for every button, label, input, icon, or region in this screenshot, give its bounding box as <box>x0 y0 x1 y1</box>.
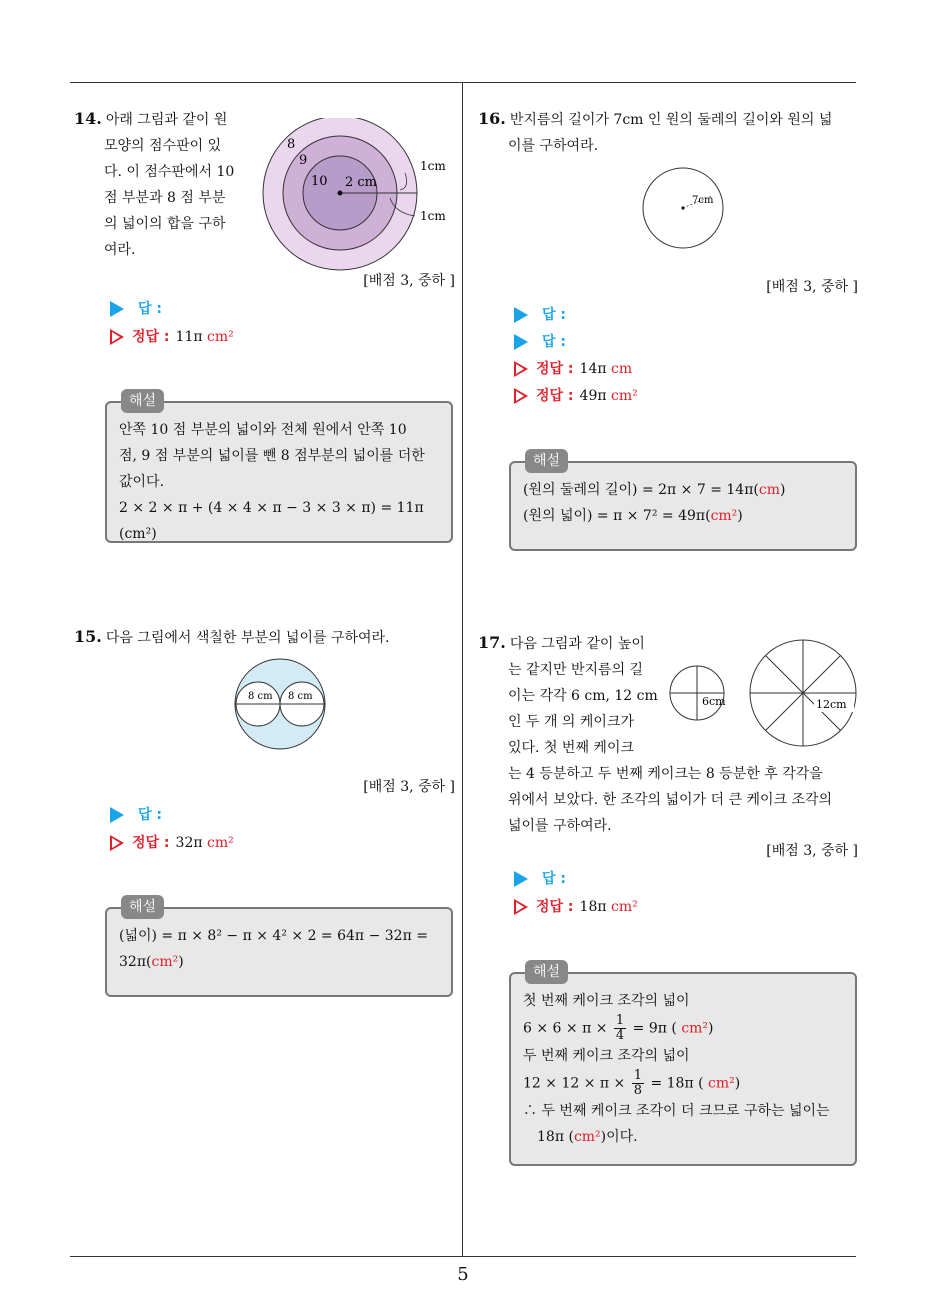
question-line: 의 넓이의 합을 구하 <box>104 216 226 232</box>
page-number: 5 <box>457 1264 469 1285</box>
large-radius-label: 12cm <box>816 698 847 711</box>
expr: = 18π ( <box>650 1075 704 1092</box>
correct-unit: cm² <box>611 388 638 404</box>
label-9: 9 <box>299 153 308 168</box>
gap-label-2: 1cm <box>420 209 446 223</box>
question-line: 모양의 점수판이 있 <box>104 138 222 154</box>
fraction <box>614 1014 626 1043</box>
solution-close: ) <box>737 508 743 524</box>
solution-line <box>523 1014 843 1043</box>
solution-box <box>105 393 453 543</box>
solution-line: (원의 둘레의 길이) = 2π × 7 = 14π( <box>523 482 759 498</box>
circle-figure <box>230 656 330 756</box>
question-number: 14. <box>74 109 102 128</box>
numerator: 1 <box>633 1068 643 1083</box>
play-icon <box>110 301 124 317</box>
answer-label: 답 : <box>542 307 566 323</box>
solution-line: 점, 9 점 부분의 넓이를 뺀 8 점부분의 넓이를 더한 <box>119 448 425 464</box>
right-radius-label: 8 cm <box>288 691 313 702</box>
correct-label: 정답 : <box>132 329 170 345</box>
solution-unit: cm² <box>710 508 738 524</box>
question-number: 17. <box>478 633 506 652</box>
bottom-rule <box>70 1256 856 1257</box>
answer-row <box>110 298 162 320</box>
column-divider <box>462 82 463 1256</box>
solution-line: ∴ 두 번째 케이크 조각이 더 크므로 구하는 넓이는 <box>523 1103 830 1119</box>
question-line: 는 같지만 반지름의 길 <box>508 662 644 678</box>
numerator: 1 <box>615 1013 625 1028</box>
question-number: 16. <box>478 109 506 128</box>
denominator: 8 <box>633 1083 643 1098</box>
solution-line: 안쪽 10 점 부분의 넓이와 전체 원에서 안쪽 10 <box>119 422 407 438</box>
cake-figure <box>664 636 864 752</box>
correct-unit: cm² <box>611 899 638 915</box>
solution-box <box>509 964 857 1166</box>
solution-line: (넓이) = π × 8² − π × 4² × 2 = 64π − 32π = <box>119 928 428 944</box>
play-outline-icon <box>514 361 528 377</box>
score-label: [배점 3, 중하 ] <box>766 279 858 295</box>
correct-value: 11π <box>175 329 203 345</box>
denominator: 4 <box>615 1028 625 1043</box>
correct-value: 14π <box>579 361 607 377</box>
question-line: 아래 그림과 같이 원 <box>105 112 228 128</box>
solution-line: 32π <box>119 954 147 970</box>
expr: = 9π ( <box>632 1020 677 1037</box>
question-text: 다음 그림에서 색칠한 부분의 넓이를 구하여라. <box>105 630 390 646</box>
answer-row <box>110 804 162 826</box>
play-outline-icon <box>110 835 124 851</box>
solution-line: (원의 넓이) = π × 7² = 49π( <box>523 508 711 524</box>
question-line: 넓이를 구하여라. <box>508 818 612 834</box>
score-label: [배점 3, 중하 ] <box>363 779 455 795</box>
expr: 12 × 12 × π × <box>523 1075 626 1092</box>
score-label: [배점 3, 중하 ] <box>363 273 455 289</box>
radius-label: 2 cm <box>345 175 378 190</box>
solution-tag: 해설 <box>121 895 164 919</box>
top-rule <box>70 82 856 83</box>
question-16 <box>478 106 862 159</box>
score-label: [배점 3, 중하 ] <box>766 843 858 859</box>
play-outline-icon <box>110 329 124 345</box>
correct-value: 49π <box>579 388 607 404</box>
answer-label: 답 : <box>138 807 162 823</box>
expr: 18π ( <box>537 1129 574 1145</box>
small-radius-label: 6cm <box>702 695 726 708</box>
play-icon <box>514 307 528 323</box>
play-icon <box>514 871 528 887</box>
answer-label: 답 : <box>542 871 566 887</box>
answer-row <box>514 331 566 353</box>
correct-answer-row <box>514 358 632 380</box>
question-line: 이를 구하여라. <box>508 138 599 154</box>
correct-answer-row <box>514 896 638 918</box>
question-line: 점 부분과 8 점 부분 <box>104 190 226 206</box>
solution-box: 해설 (넓이) = π × 8² − π × 4² × 2 = 64π − 32π = 32π(cm²) <box>105 907 453 997</box>
question-line: 위에서 보았다. 한 조각의 넓이가 더 큰 케이크 조각의 <box>508 792 833 808</box>
solution-line <box>523 1124 843 1150</box>
solution-close: ) <box>780 482 786 498</box>
unit: cm² <box>681 1020 709 1037</box>
close-paren: ) <box>734 1075 741 1092</box>
label-10: 10 <box>311 174 328 189</box>
correct-value: 18π <box>579 899 607 915</box>
question-14 <box>74 106 254 263</box>
question-line: 다음 그림과 같이 높이 <box>509 636 645 652</box>
question-15 <box>74 624 454 651</box>
unit: cm² <box>573 1129 601 1145</box>
correct-unit: cm <box>611 361 633 377</box>
close-paren: ) <box>708 1020 714 1037</box>
correct-unit: cm² <box>207 835 234 851</box>
gap-label-1: 1cm <box>420 159 446 173</box>
solution-line: 값이다. <box>119 474 165 490</box>
radius-label: 7cm <box>692 195 714 206</box>
question-line: 이는 각각 6 cm, 12 cm <box>508 688 658 704</box>
correct-answer-row <box>110 832 234 854</box>
expr: )이다. <box>600 1129 638 1145</box>
question-line: 는 4 등분하고 두 번째 케이크는 8 등분한 후 각각을 <box>508 766 823 782</box>
correct-label: 정답 : <box>536 388 574 404</box>
target-board-figure <box>255 118 455 278</box>
correct-answer-row <box>514 385 638 407</box>
play-outline-icon <box>514 899 528 915</box>
solution-line: 첫 번째 케이크 조각의 넓이 <box>523 993 690 1009</box>
correct-label: 정답 : <box>536 361 574 377</box>
answer-label: 답 : <box>542 334 566 350</box>
expr: 6 × 6 × π × <box>523 1020 608 1037</box>
solution-unit: cm <box>758 482 781 498</box>
solution-line: 2 × 2 × π + (4 × 4 × π − 3 × 3 × π) = 11π (cm²) <box>119 500 424 542</box>
correct-answer-row <box>110 326 234 348</box>
question-number: 15. <box>74 627 102 646</box>
answer-row <box>514 868 566 890</box>
correct-label: 정답 : <box>132 835 170 851</box>
solution-line: 두 번째 케이크 조각의 넓이 <box>523 1048 690 1064</box>
play-icon <box>110 807 124 823</box>
solution-unit: cm² <box>151 954 179 970</box>
question-line: 여라. <box>104 242 136 258</box>
question-line: 있다. 첫 번째 케이크 <box>508 740 634 756</box>
question-line: 인 두 개 의 케이크가 <box>508 714 634 730</box>
play-outline-icon <box>514 388 528 404</box>
solution-tag: 해설 <box>121 389 164 413</box>
question-line: 다. 이 점수판에서 10 <box>104 164 235 180</box>
correct-label: 정답 : <box>536 899 574 915</box>
fraction <box>632 1069 644 1098</box>
correct-value: 32π <box>175 835 203 851</box>
question-line: 반지름의 길이가 7cm 인 원의 둘레의 길이와 원의 넓 <box>509 112 833 128</box>
label-8: 8 <box>287 137 296 152</box>
correct-unit: cm² <box>207 329 234 345</box>
circle-figure <box>638 166 728 256</box>
play-icon <box>514 334 528 350</box>
answer-label: 답 : <box>138 301 162 317</box>
answer-row <box>514 304 566 326</box>
solution-tag: 해설 <box>525 960 568 984</box>
solution-line <box>523 1069 843 1098</box>
unit: cm² <box>708 1075 735 1092</box>
solution-box <box>509 453 857 551</box>
solution-tag: 해설 <box>525 449 568 473</box>
left-radius-label: 8 cm <box>248 691 273 702</box>
